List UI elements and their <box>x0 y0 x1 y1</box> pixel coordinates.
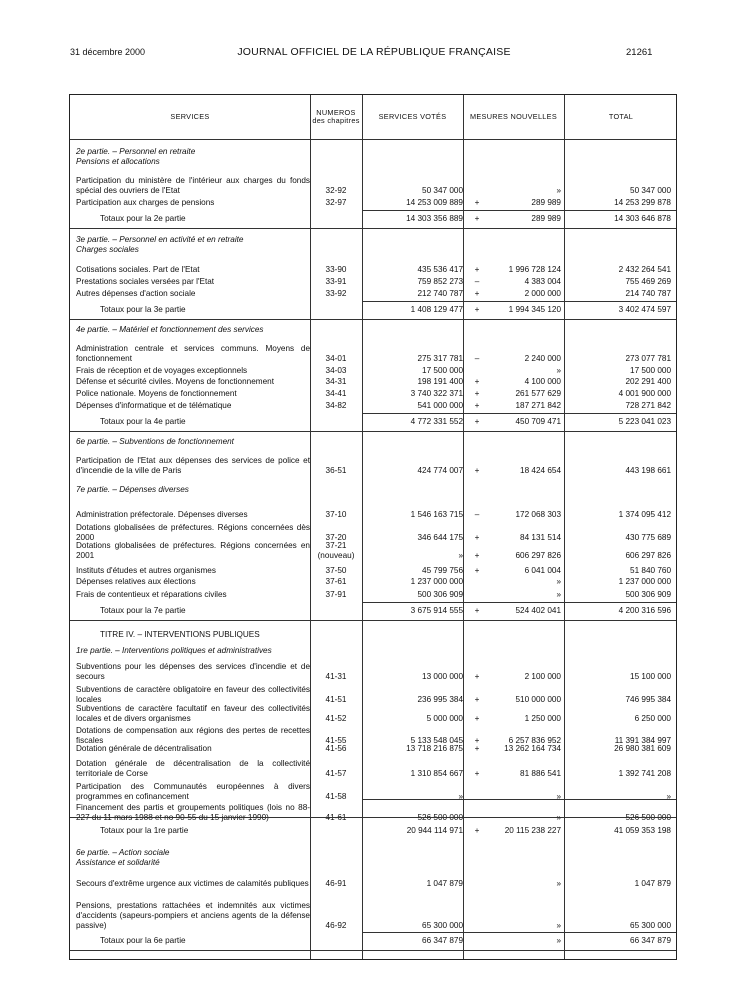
column-header-total: TOTAL <box>608 111 634 121</box>
services-votes-value: » <box>458 792 463 801</box>
chapter-number: 37-50 <box>325 566 347 575</box>
services-votes-value: » <box>458 551 463 560</box>
section-label: 7e partie. – Dépenses diverses <box>76 485 189 494</box>
section-label: 1re partie. – Interventions politiques et administratives <box>76 646 272 655</box>
total-value: 526 500 000 <box>625 813 671 822</box>
chapter-number: 37-91 <box>325 590 347 599</box>
row-label: Dotation générale de décentralisation <box>76 744 212 753</box>
sum-rule <box>363 301 463 302</box>
total-value: 51 840 760 <box>630 566 671 575</box>
sign-value: – <box>474 354 480 363</box>
total-value: 14 303 646 878 <box>614 214 671 223</box>
total-value: 26 980 381 609 <box>614 744 671 753</box>
sum-rule <box>565 799 676 800</box>
row-label: Dotation générale de décentralisation de la collectivité territoriale de Corse <box>76 759 310 778</box>
mesures-nouvelles-value: 1 996 728 124 <box>508 265 561 274</box>
sum-rule <box>363 602 463 603</box>
sum-rule <box>363 799 463 800</box>
column-divider <box>564 95 565 959</box>
mesures-nouvelles-value: 6 041 004 <box>524 566 561 575</box>
total-value: 273 077 781 <box>625 354 671 363</box>
row-label: Administration centrale et services communs. Moyens de fonctionnement <box>76 344 310 363</box>
chapter-number: 34-82 <box>325 401 347 410</box>
sign-value: + <box>474 389 480 398</box>
header-date: 31 décembre 2000 <box>70 47 146 57</box>
total-value: 443 198 661 <box>625 466 671 475</box>
mesures-nouvelles-value: 1 250 000 <box>524 714 561 723</box>
chapter-number: 37-61 <box>325 577 347 586</box>
total-value: 14 253 299 878 <box>614 198 671 207</box>
sign-value: – <box>474 510 480 519</box>
services-votes-value: 275 317 781 <box>417 354 463 363</box>
mesures-nouvelles-value: 450 709 471 <box>515 417 561 426</box>
row-label: Frais de réception et de voyages exceptionnels <box>76 366 248 375</box>
sum-rule <box>464 932 564 933</box>
services-votes-value: 346 644 175 <box>417 533 463 542</box>
sign-value: + <box>474 401 480 410</box>
total-value: 4 001 900 000 <box>618 389 671 398</box>
total-value: 746 995 384 <box>625 695 671 704</box>
mesures-nouvelles-value: 4 100 000 <box>524 377 561 386</box>
services-votes-value: 1 310 854 667 <box>410 769 463 778</box>
total-value: 41 059 353 198 <box>614 826 671 835</box>
services-votes-value: 198 191 400 <box>417 377 463 386</box>
total-value: 3 402 474 597 <box>618 305 671 314</box>
sum-rule <box>464 413 564 414</box>
total-value: 65 300 000 <box>630 921 671 930</box>
mesures-nouvelles-value: 84 131 514 <box>520 533 561 542</box>
sign-value: + <box>474 714 480 723</box>
total-value: 606 297 826 <box>625 551 671 560</box>
row-label: Pensions, prestations rattachées et indemnités aux victimes d'accidents (sapeurs-pompiers et anciens agents de la défense passive) <box>76 901 310 930</box>
chapter-number: 41-58 <box>325 792 347 801</box>
services-votes-value: 13 000 000 <box>422 672 463 681</box>
sign-value: + <box>474 533 480 542</box>
section-label: 2e partie. – Personnel en retraite Pensions et allocations <box>76 147 196 166</box>
header-title: JOURNAL OFFICIEL DE LA RÉPUBLIQUE FRANÇAISE <box>237 46 511 58</box>
services-votes-value: 50 347 000 <box>422 186 463 195</box>
total-value: 430 775 689 <box>625 533 671 542</box>
row-label: Totaux pour la 7e partie <box>100 606 186 615</box>
row-label: Participation du ministère de l'intérieur aux charges du fonds spécial des ouvriers de l'Etat <box>76 176 310 195</box>
total-value: 1 374 095 412 <box>618 510 671 519</box>
chapter-number: 46-91 <box>325 879 347 888</box>
mesures-nouvelles-value: 81 886 541 <box>520 769 561 778</box>
chapter-number: 33-90 <box>325 265 347 274</box>
row-label: Secours d'extrême urgence aux victimes de calamités publiques <box>76 879 309 888</box>
mesures-nouvelles-value: 524 402 041 <box>515 606 561 615</box>
chapter-number: 33-91 <box>325 277 347 286</box>
total-value: 66 347 879 <box>630 936 671 945</box>
total-value: 1 392 741 208 <box>618 769 671 778</box>
chapter-number: 34-41 <box>325 389 347 398</box>
row-label: Totaux pour la 2e partie <box>100 214 186 223</box>
sum-rule <box>464 210 564 211</box>
chapter-number: 41-57 <box>325 769 347 778</box>
services-votes-value: 435 536 417 <box>417 265 463 274</box>
row-label: Financement des partis et groupements politiques (lois no 88-227 du 11 mars 1988 et no 90-55 du 15 janvier 1990) <box>76 803 310 822</box>
mesures-nouvelles-value: 6 257 836 952 <box>508 736 561 745</box>
total-value: 755 469 269 <box>625 277 671 286</box>
sign-value: + <box>474 198 480 207</box>
sign-value: + <box>474 377 480 386</box>
mesures-nouvelles-value: 172 068 303 <box>515 510 561 519</box>
mesures-nouvelles-value: 289 989 <box>531 198 561 207</box>
row-label: Défense et sécurité civiles. Moyens de fonctionnement <box>76 377 274 386</box>
budget-table <box>69 94 677 960</box>
sign-value: + <box>474 466 480 475</box>
services-votes-value: 45 799 756 <box>422 566 463 575</box>
sign-value: + <box>474 214 480 223</box>
row-label: Frais de contentieux et réparations civiles <box>76 590 227 599</box>
chapter-number: 37-21 (nouveau) <box>317 541 355 560</box>
mesures-nouvelles-value: » <box>556 879 561 888</box>
mesures-nouvelles-value: » <box>556 366 561 375</box>
services-votes-value: 17 500 000 <box>422 366 463 375</box>
mesures-nouvelles-value: 261 577 629 <box>515 389 561 398</box>
column-divider <box>463 95 464 959</box>
mesures-nouvelles-value: » <box>556 186 561 195</box>
total-value: 500 306 909 <box>625 590 671 599</box>
chapter-number: 34-03 <box>325 366 347 375</box>
section-label: 6e partie. – Action sociale Assistance et solidarité <box>76 848 170 867</box>
sum-rule <box>363 413 463 414</box>
mesures-nouvelles-value: 2 100 000 <box>524 672 561 681</box>
page-header <box>0 0 748 70</box>
row-divider <box>70 431 676 432</box>
row-divider <box>70 228 676 229</box>
section-label: 4e partie. – Matériel et fonctionnement des services <box>76 325 264 334</box>
services-votes-value: 1 047 879 <box>426 879 463 888</box>
header-divider <box>70 139 676 140</box>
services-votes-value: 526 500 000 <box>417 813 463 822</box>
total-value: 5 223 041 023 <box>618 417 671 426</box>
sign-value: + <box>474 289 480 298</box>
mesures-nouvelles-value: » <box>556 590 561 599</box>
sign-value: + <box>474 672 480 681</box>
total-value: 1 047 879 <box>634 879 671 888</box>
row-divider <box>70 319 676 320</box>
total-value: 6 250 000 <box>634 714 671 723</box>
mesures-nouvelles-value: 289 989 <box>531 214 561 223</box>
chapter-number: 37-10 <box>325 510 347 519</box>
services-votes-value: 14 303 356 889 <box>406 214 463 223</box>
sum-rule <box>565 301 676 302</box>
services-votes-value: 500 306 909 <box>417 590 463 599</box>
row-label: Totaux pour la 6e partie <box>100 936 186 945</box>
sign-value: + <box>474 417 480 426</box>
mesures-nouvelles-value: 510 000 000 <box>515 695 561 704</box>
column-header-chapitres: NUMEROS des chapitres <box>312 107 360 125</box>
services-votes-value: 20 944 114 971 <box>406 826 463 835</box>
mesures-nouvelles-value: » <box>556 577 561 586</box>
row-label: Dotations globalisées de préfectures. Régions concernées en 2001 <box>76 541 310 560</box>
total-value: 1 237 000 000 <box>618 577 671 586</box>
services-votes-value: 14 253 009 889 <box>406 198 463 207</box>
row-label: Police nationale. Moyens de fonctionnement <box>76 389 237 398</box>
chapter-number: 41-55 <box>325 736 347 745</box>
sign-value: + <box>474 265 480 274</box>
chapter-number: 41-31 <box>325 672 347 681</box>
chapter-number: 33-92 <box>325 289 347 298</box>
row-divider <box>70 817 676 818</box>
services-votes-value: 424 774 007 <box>417 466 463 475</box>
sum-rule <box>363 210 463 211</box>
column-header-services-votes: SERVICES VOTÉS <box>378 111 447 121</box>
total-value: 11 391 384 997 <box>614 736 671 745</box>
chapter-number: 34-01 <box>325 354 347 363</box>
mesures-nouvelles-value: 2 000 000 <box>524 289 561 298</box>
row-label: Totaux pour la 1re partie <box>100 826 189 835</box>
total-value: 214 740 787 <box>625 289 671 298</box>
sum-rule <box>464 799 564 800</box>
sign-value: + <box>474 826 480 835</box>
row-label: Dotations de compensation aux régions des pertes de recettes fiscales <box>76 726 310 745</box>
section-label: 6e partie. – Subventions de fonctionnement <box>76 437 234 446</box>
services-votes-value: 65 300 000 <box>422 921 463 930</box>
chapter-number: 41-51 <box>325 695 347 704</box>
row-label: Totaux pour la 4e partie <box>100 417 186 426</box>
row-label: Participation de l'Etat aux dépenses des services de police et d'incendie de la ville de Paris <box>76 456 310 475</box>
sign-value: + <box>474 744 480 753</box>
row-label: Cotisations sociales. Part de l'Etat <box>76 265 200 274</box>
sign-value: + <box>474 769 480 778</box>
chapter-number: 32-92 <box>325 186 347 195</box>
row-label: Participation des Communautés européennes à divers programmes en cofinancement <box>76 782 310 801</box>
row-divider <box>70 950 676 951</box>
services-votes-value: 13 718 216 875 <box>406 744 463 753</box>
section-label: 3e partie. – Personnel en activité et en retraite Charges sociales <box>76 235 244 254</box>
section-label: TITRE IV. – INTERVENTIONS PUBLIQUES <box>100 630 260 639</box>
services-votes-value: 5 133 548 045 <box>410 736 463 745</box>
sign-value: + <box>474 305 480 314</box>
total-value: 202 291 400 <box>625 377 671 386</box>
row-label: Subventions de caractère obligatoire en faveur des collectivités locales <box>76 685 310 704</box>
row-label: Dépenses d'informatique et de télématique <box>76 401 232 410</box>
mesures-nouvelles-value: 18 424 654 <box>520 466 561 475</box>
sum-rule <box>565 413 676 414</box>
row-label: Administration préfectorale. Dépenses diverses <box>76 510 248 519</box>
mesures-nouvelles-value: 13 262 164 734 <box>504 744 561 753</box>
row-label: Totaux pour la 3e partie <box>100 305 186 314</box>
mesures-nouvelles-value: » <box>556 921 561 930</box>
total-value: 2 432 264 541 <box>618 265 671 274</box>
row-label: Prestations sociales versées par l'Etat <box>76 277 215 286</box>
chapter-number: 34-31 <box>325 377 347 386</box>
column-header-mesures-nouvelles: MESURES NOUVELLES <box>469 111 557 121</box>
sign-value: + <box>474 566 480 575</box>
row-label: Dépenses relatives aux élections <box>76 577 196 586</box>
chapter-number: 41-56 <box>325 744 347 753</box>
services-votes-value: 212 740 787 <box>417 289 463 298</box>
chapter-number: 41-52 <box>325 714 347 723</box>
chapter-number: 32-97 <box>325 198 347 207</box>
mesures-nouvelles-value: 4 383 004 <box>524 277 561 286</box>
services-votes-value: 759 852 273 <box>417 277 463 286</box>
sum-rule <box>363 932 463 933</box>
total-value: 17 500 000 <box>630 366 671 375</box>
mesures-nouvelles-value: 606 297 826 <box>515 551 561 560</box>
row-label: Dotations globalisées de préfectures. Régions concernées dès 2000 <box>76 523 310 542</box>
column-divider <box>310 95 311 959</box>
row-label: Subventions de caractère facultatif en faveur des collectivités locales et de divers organismes <box>76 704 310 723</box>
row-label: Subventions pour les dépenses des services d'incendie et de secours <box>76 662 310 681</box>
sum-rule <box>464 602 564 603</box>
services-votes-value: 1 237 000 000 <box>410 577 463 586</box>
mesures-nouvelles-value: 2 240 000 <box>524 354 561 363</box>
services-votes-value: 3 740 322 371 <box>410 389 463 398</box>
chapter-number: 36-51 <box>325 466 347 475</box>
column-header-services: SERVICES <box>170 111 210 121</box>
mesures-nouvelles-value: 20 115 238 227 <box>504 826 561 835</box>
row-label: Instituts d'études et autres organismes <box>76 566 216 575</box>
chapter-number: 37-20 <box>325 533 347 542</box>
row-divider <box>70 620 676 621</box>
total-value: 15 100 000 <box>630 672 671 681</box>
chapter-number: 41-61 <box>325 813 347 822</box>
sign-value: + <box>474 551 480 560</box>
sum-rule <box>565 932 676 933</box>
sign-value: – <box>474 277 480 286</box>
row-label: Autres dépenses d'action sociale <box>76 289 196 298</box>
sum-rule <box>565 210 676 211</box>
mesures-nouvelles-value: 1 994 345 120 <box>508 305 561 314</box>
mesures-nouvelles-value: » <box>556 936 561 945</box>
mesures-nouvelles-value: » <box>556 792 561 801</box>
sum-rule <box>565 602 676 603</box>
services-votes-value: 5 000 000 <box>426 714 463 723</box>
header-page-number: 21261 <box>626 47 653 58</box>
sign-value: + <box>474 606 480 615</box>
total-value: » <box>666 792 671 801</box>
mesures-nouvelles-value: » <box>556 813 561 822</box>
total-value: 728 271 842 <box>625 401 671 410</box>
services-votes-value: 66 347 879 <box>422 936 463 945</box>
services-votes-value: 1 546 163 715 <box>410 510 463 519</box>
services-votes-value: 236 995 384 <box>417 695 463 704</box>
services-votes-value: 4 772 331 552 <box>410 417 463 426</box>
services-votes-value: 541 000 000 <box>417 401 463 410</box>
total-value: 50 347 000 <box>630 186 671 195</box>
services-votes-value: 3 675 914 555 <box>410 606 463 615</box>
total-value: 4 200 316 596 <box>618 606 671 615</box>
services-votes-value: 1 408 129 477 <box>410 305 463 314</box>
sum-rule <box>464 301 564 302</box>
row-label: Participation aux charges de pensions <box>76 198 215 207</box>
sign-value: + <box>474 695 480 704</box>
mesures-nouvelles-value: 187 271 842 <box>515 401 561 410</box>
chapter-number: 46-92 <box>325 921 347 930</box>
sign-value: + <box>474 736 480 745</box>
